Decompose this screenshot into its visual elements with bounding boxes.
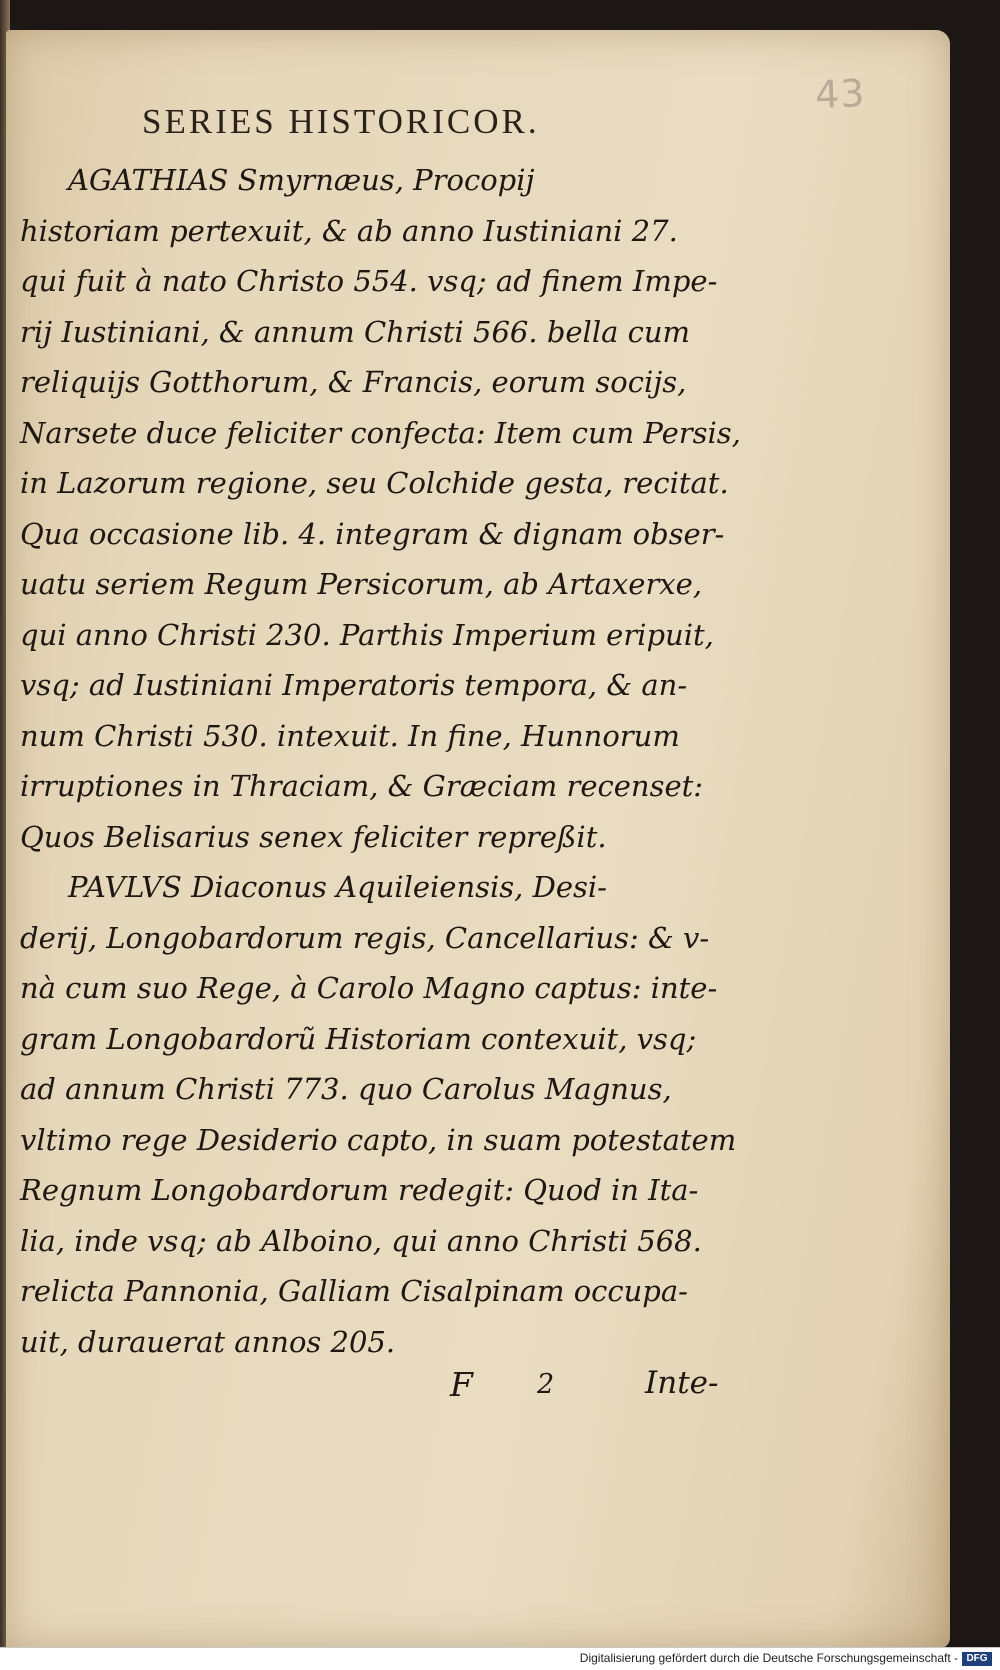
text-line: Qua occasione lib. 4. integram & dignam obser- xyxy=(20,516,725,551)
text-line: qui fuit à nato Christo 554. vsq; ad finem Impe- xyxy=(20,264,718,298)
book-page xyxy=(6,30,950,1648)
text-line: relicta Pannonia, Galliam Cisalpinam occupa- xyxy=(20,1274,688,1308)
text-line: historiam pertexuit, & ab anno Iustiniani 27. xyxy=(20,213,678,248)
folio-number: 43 xyxy=(813,71,866,117)
text-line: lia, inde vsq; ab Alboino, qui anno Christi 568. xyxy=(20,1223,702,1258)
signature-mark: F xyxy=(450,1365,473,1404)
text-line: vsq; ad Iustiniani Imperatoris tempora, & an- xyxy=(20,668,688,702)
body-text xyxy=(20,155,770,1404)
text-line: Narsete duce feliciter confecta: Item cum Persis, xyxy=(20,415,741,450)
text-line: vltimo rege Desiderio capto, in suam potestatem xyxy=(20,1122,737,1157)
dfg-logo: DFG xyxy=(962,1652,992,1666)
text-line: num Christi 530. intexuit. In fine, Hunnorum xyxy=(20,718,680,753)
catchword: Inte- xyxy=(645,1365,719,1401)
text-line: PAVLVS Diaconus Aquileiensis, Desi- xyxy=(68,870,607,904)
text-line: uatu seriem Regum Persicorum, ab Artaxerxe, xyxy=(20,567,703,601)
text-line: derij, Longobardorum regis, Cancellarius: & v- xyxy=(20,920,710,955)
footer-bar xyxy=(0,1647,1000,1670)
running-head: SERIES HISTORICOR. xyxy=(142,102,540,141)
text-line: nà cum suo Rege, à Carolo Magno captus: inte- xyxy=(20,971,718,1005)
text-line: irruptiones in Thraciam, & Græciam recenset: xyxy=(20,769,704,803)
text-line: Quos Belisarius senex feliciter repreßit. xyxy=(20,819,607,854)
text-line: reliquijs Gotthorum, & Francis, eorum socijs, xyxy=(20,365,687,399)
signature-line xyxy=(20,1365,770,1421)
text-line: in Lazorum regione, seu Colchide gesta, recitat. xyxy=(20,466,729,500)
signature-number: 2 xyxy=(537,1369,555,1400)
text-line: qui anno Christi 230. Parthis Imperium eripuit, xyxy=(20,617,714,652)
text-line: ad annum Christi 773. quo Carolus Magnus, xyxy=(20,1072,672,1106)
text-line: gram Longobardorũ Historiam contexuit, vsq; xyxy=(20,1021,697,1056)
footer-credit: Digitalisierung gefördert durch die Deutsche Forschungsgemeinschaft - xyxy=(579,1651,958,1665)
text-line: Regnum Longobardorum redegit: Quod in Ita- xyxy=(20,1173,699,1207)
text-line: AGATHIAS Smyrnæus, Procopij xyxy=(68,163,535,197)
text-line: rij Iustiniani, & annum Christi 566. bella cum xyxy=(20,314,691,349)
text-line: uit, durauerat annos 205. xyxy=(20,1324,396,1359)
